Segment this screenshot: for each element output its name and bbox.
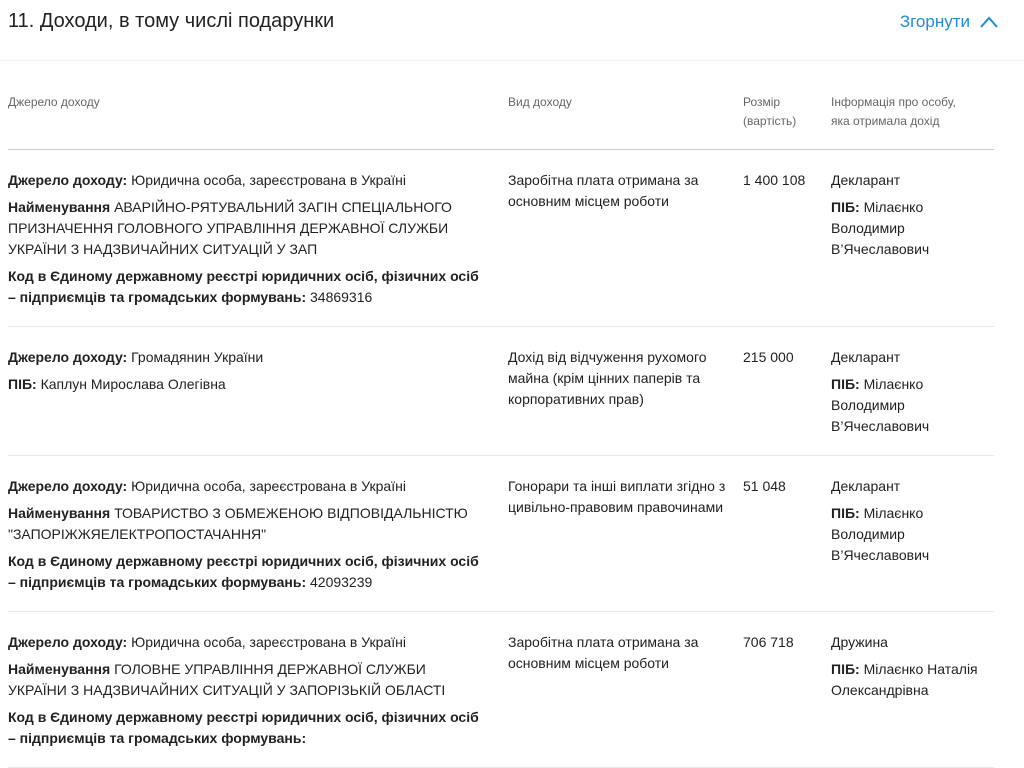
- source-cell: [8, 612, 508, 768]
- amount-cell: 706 718: [743, 612, 831, 768]
- col-header-person-line2: яка отримала дохід: [831, 114, 940, 128]
- person-pib: ПІБ: Мілаєнко Володимир В’Ячеславович: [831, 505, 930, 563]
- col-header-amount-line2: (вартість): [743, 114, 797, 128]
- kind-cell: Дохід від відчуження рухомого майна (крім цінних паперів та корпоративних прав): [508, 327, 743, 456]
- person-pib: ПІБ: Мілаєнко Володимир В’Ячеславович: [831, 376, 930, 434]
- chevron-up-icon: [980, 16, 998, 28]
- col-header-source: Джерело доходу: [8, 85, 508, 150]
- person-role: Дружина: [831, 634, 888, 650]
- collapse-label: Згорнути: [899, 12, 970, 31]
- kind-cell: Заробітна плата отримана за основним місцем роботи: [508, 150, 743, 327]
- person-pib: ПІБ: Мілаєнко Володимир В’Ячеславович: [831, 199, 930, 257]
- collapse-button[interactable]: [900, 12, 998, 32]
- table-row: [8, 327, 994, 456]
- table-header-row: [8, 85, 994, 150]
- source-type-line: Джерело доходу: Юридична особа, зареєстрована в Україні: [8, 478, 406, 494]
- amount-cell: 51 048: [743, 456, 831, 612]
- source-type-line: Джерело доходу: Юридична особа, зареєстрована в Україні: [8, 634, 406, 650]
- amount-cell: 215 000: [743, 327, 831, 456]
- source-code-line: Код в Єдиному державному реєстрі юридичних осіб, фізичних осіб – підприємців та громадських формувань:: [8, 709, 479, 746]
- source-name-line: Найменування ТОВАРИСТВО З ОБМЕЖЕНОЮ ВІДПОВІДАЛЬНІСТЮ "ЗАПОРІЖЖЯЕЛЕКТРОПОСТАЧАННЯ": [8, 505, 468, 542]
- col-header-person: [831, 85, 994, 150]
- person-cell: [831, 150, 994, 327]
- source-name-line: Найменування ГОЛОВНЕ УПРАВЛІННЯ ДЕРЖАВНОЇ СЛУЖБИ УКРАЇНИ З НАДЗВИЧАЙНИХ СИТУАЦІЙ У ЗАПОРІЗЬКІЙ ОБЛАСТІ: [8, 661, 446, 698]
- section-title: 11. Доходи, в тому числі подарунки: [8, 10, 335, 32]
- source-code-line: Код в Єдиному державному реєстрі юридичних осіб, фізичних осіб – підприємців та громадських формувань: 34869316: [8, 268, 479, 305]
- source-pib-line: ПІБ: Каплун Мирослава Олегівна: [8, 376, 226, 392]
- source-name-line: Найменування АВАРІЙНО-РЯТУВАЛЬНИЙ ЗАГІН СПЕЦІАЛЬНОГО ПРИЗНАЧЕННЯ ГОЛОВНОГО УПРАВЛІННЯ ДЕРЖАВНОЇ СЛУЖБИ УКРАЇНИ З НАДЗВИЧАЙНИХ СИТУАЦІЙ У ЗАП: [8, 199, 452, 257]
- source-cell: [8, 150, 508, 327]
- amount-cell: 1 400 108: [743, 150, 831, 327]
- table-row: [8, 150, 994, 327]
- section-header: [0, 0, 1024, 61]
- kind-cell: Гонорари та інші виплати згідно з цивільно-правовим правочинами: [508, 456, 743, 612]
- source-cell: [8, 456, 508, 612]
- table-row: [8, 612, 994, 768]
- person-cell: [831, 456, 994, 612]
- col-header-amount-line1: Розмір: [743, 95, 781, 109]
- col-header-amount: [743, 85, 831, 150]
- source-cell: [8, 327, 508, 456]
- person-role: Декларант: [831, 478, 901, 494]
- person-pib: ПІБ: Мілаєнко Наталія Олександрівна: [831, 661, 978, 698]
- col-header-kind: Вид доходу: [508, 85, 743, 150]
- table-row: [8, 456, 994, 612]
- person-cell: [831, 327, 994, 456]
- income-table: [8, 85, 994, 768]
- source-type-line: Джерело доходу: Громадянин України: [8, 349, 264, 365]
- person-cell: [831, 612, 994, 768]
- person-role: Декларант: [831, 172, 901, 188]
- source-type-line: Джерело доходу: Юридична особа, зареєстрована в Україні: [8, 172, 406, 188]
- source-code-line: Код в Єдиному державному реєстрі юридичних осіб, фізичних осіб – підприємців та громадських формувань: 42093239: [8, 553, 479, 590]
- kind-cell: Заробітна плата отримана за основним місцем роботи: [508, 612, 743, 768]
- person-role: Декларант: [831, 349, 901, 365]
- col-header-person-line1: Інформація про особу,: [831, 95, 956, 109]
